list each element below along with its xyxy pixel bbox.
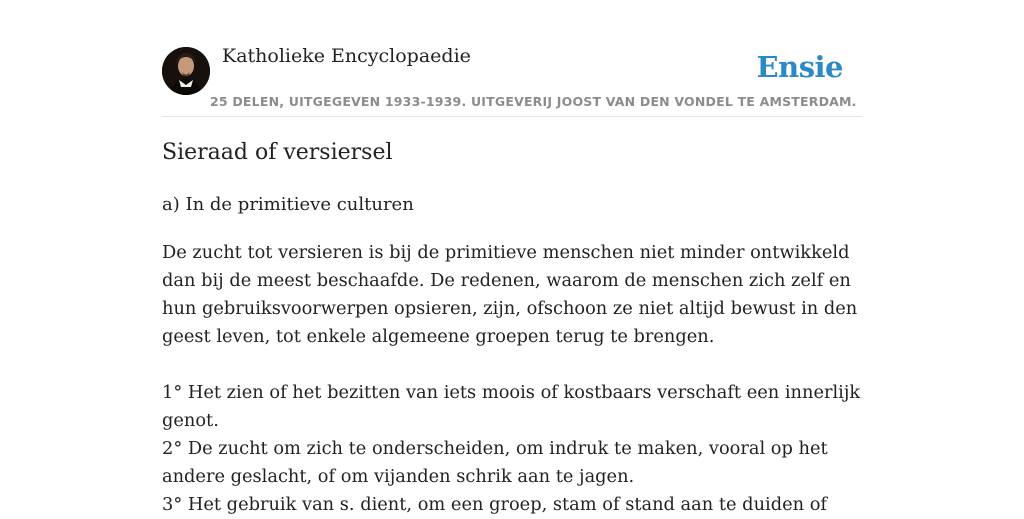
- source-subtitle: 25 DELEN, UITGEGEVEN 1933-1939. UITGEVERIJ JOOST VAN DEN VONDEL TE AMSTERDAM.: [210, 94, 857, 109]
- article-title: Sieraad of versiersel: [162, 140, 393, 165]
- source-header: [162, 0, 862, 117]
- paragraph-gap: [162, 351, 862, 379]
- article-body: [162, 239, 862, 519]
- section-heading: a) In de primitieve culturen: [162, 194, 414, 215]
- page: [162, 0, 862, 515]
- source-avatar[interactable]: [162, 47, 210, 95]
- intro-paragraph: De zucht tot versieren is bij de primitieve menschen niet minder ontwikkeld dan bij de meest beschaafde. De redenen, waarom de menschen zich zelf en hun gebruiksvoorwerpen opsieren, zijn, ofschoon ze niet altijd bewust in den geest leven, tot enkele algemeene groepen terug te brengen.: [162, 242, 858, 347]
- list-item: 3° Het gebruik van s. dient, om een groep, stam of stand aan te duiden of: [162, 494, 827, 515]
- portrait-icon: [162, 47, 210, 95]
- ensie-logo[interactable]: Ensie: [756, 50, 843, 84]
- list-item: 2° De zucht om zich te onderscheiden, om indruk te maken, vooral op het andere geslacht, of om vijanden schrik aan te jagen.: [162, 438, 828, 487]
- list-item: 1° Het zien of het bezitten van iets moois of kostbaars verschaft een innerlijk genot.: [162, 382, 861, 431]
- source-title[interactable]: Katholieke Encyclopaedie: [222, 45, 471, 67]
